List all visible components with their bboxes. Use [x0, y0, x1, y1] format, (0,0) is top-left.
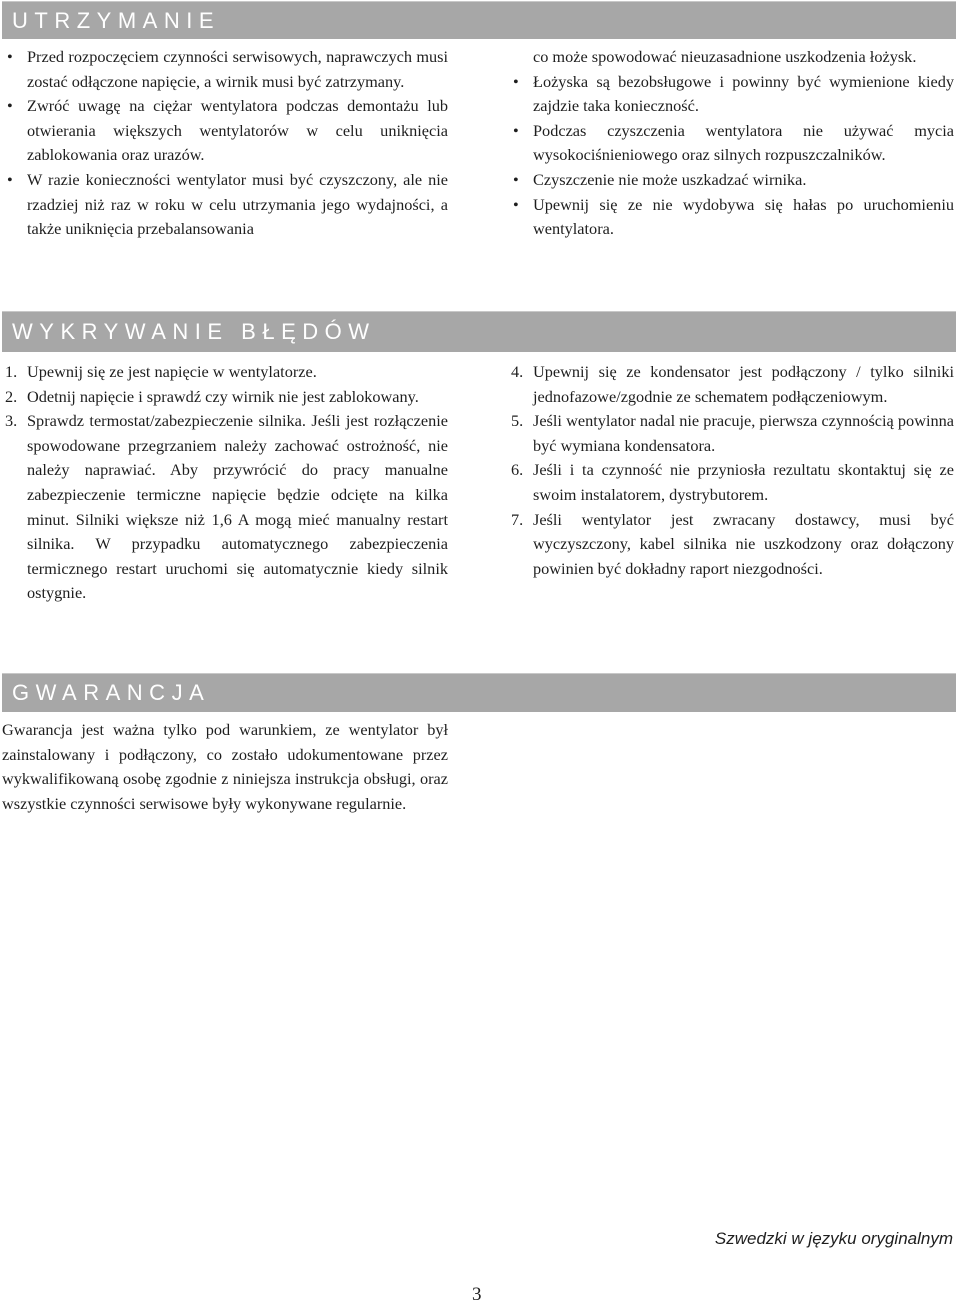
item-number: 2.: [5, 386, 18, 406]
page-number: 3: [472, 1284, 482, 1305]
warranty-text: Gwarancja jest ważna tylko pod warunkiem, ze wentylator był zainstalowany i podłączony, co zostało udokumentowane przez wykwalifikowaną osobę zgodnie z niniejsza instrukcja obsługi, oraz wszystkie czynności serwisowe były wykonywane regularnie.: [2, 720, 448, 813]
numbered-item: [2, 360, 448, 385]
section-title: UTRZYMANIE: [12, 8, 220, 33]
numbered-item: [2, 409, 448, 606]
item-number: 1.: [5, 362, 18, 381]
item-number: 3.: [5, 411, 18, 431]
list-item: • Zwróć uwagę na ciężar wentylatora podczas demontażu lub otwierania większych wentylatorów w celu uniknięcia zablokowania oraz urazów.: [2, 94, 448, 168]
numbered-item: [508, 508, 954, 582]
list-item: • Czyszczenie nie może uszkadzać wirnika.: [508, 168, 954, 193]
list-item: • Upewnij się ze nie wydobywa się hałas po uruchomieniu wentylatora.: [508, 193, 954, 242]
list-item: • Podczas czyszczenia wentylatora nie używać mycia wysokociśnieniowego oraz silnych rozpuszczalników.: [508, 119, 954, 168]
troubleshooting-left-column: [2, 360, 448, 606]
numbered-item: [508, 360, 954, 409]
troubleshooting-right-column: [508, 360, 954, 581]
item-number: 5.: [511, 411, 524, 431]
item-text: Jeśli wentylator jest zwracany dostawcy, musi być wyczyszczony, kabel silnika nie uszkodzony oraz dołączony powinien być dokładny raport niezgodności.: [533, 509, 954, 578]
list-item: • Łożyska są bezobsługowe i powinny być wymienione kiedy zajdzie taka konieczność.: [508, 70, 954, 119]
numbered-item: [508, 458, 954, 507]
section-header-troubleshooting: [2, 311, 956, 352]
footer-note: Szwedzki w języku oryginalnym: [714, 1229, 953, 1248]
item-text: Odetnij napięcie i sprawdź czy wirnik nie jest zablokowany.: [27, 386, 419, 406]
numbered-item: [508, 409, 954, 458]
list-item-continuation: co może spowodować nieuzasadnione uszkodzenia łożysk.: [533, 47, 917, 66]
list-item: • W razie konieczności wentylator musi być czyszczony, ale nie rzadziej niż raz w roku w celu utrzymania jego wydajności, a także uniknięcia przebalansowania: [2, 168, 448, 242]
section-header-warranty: [2, 673, 956, 712]
numbered-item: [2, 385, 448, 410]
item-text: Jeśli i ta czynność nie przyniosła rezultatu skontaktuj się ze swoim instalatorem, dystrybutorem.: [533, 460, 954, 504]
maintenance-left-column: [2, 45, 448, 242]
warranty-column: [2, 718, 448, 816]
item-number: 7.: [511, 509, 524, 529]
item-number: 4.: [511, 362, 524, 381]
maintenance-right-column: [508, 45, 954, 242]
list-item: • Przed rozpoczęciem czynności serwisowych, naprawczych musi zostać odłączone napięcie, a wirnik musi być zatrzymany.: [2, 45, 448, 94]
section-header-maintenance: [2, 1, 956, 39]
item-text: Upewnij się ze jest napięcie w wentylatorze.: [27, 362, 317, 381]
item-text: Sprawdz termostat/zabezpieczenie silnika. Jeśli jest rozłączenie spowodowane przegrzaniem należy zachować ostrożność, nie należy naprawiać. Aby przywrócić do pracy manualne zabezpieczenie termiczne napięcie będzie odcięte na kilka minut. Silniki większe niż 1,6 A mogą mieć manualny restart silnika. W przypadku automatycznego zabezpieczenia termicznego restart uruchomi się automatycznie kiedy silnik ostygnie.: [27, 411, 448, 603]
item-number: 6.: [511, 460, 524, 480]
item-text: Jeśli wentylator nadal nie pracuje, pierwsza czynnością powinna być wymiana kondensatora.: [533, 411, 954, 455]
section-title: WYKRYWANIE BŁĘDÓW: [12, 319, 376, 344]
item-text: Upewnij się ze kondensator jest podłączony / tylko silniki jednofazowe/zgodnie ze schematem podłączeniowym.: [533, 362, 954, 406]
section-title: GWARANCJA: [12, 680, 211, 705]
